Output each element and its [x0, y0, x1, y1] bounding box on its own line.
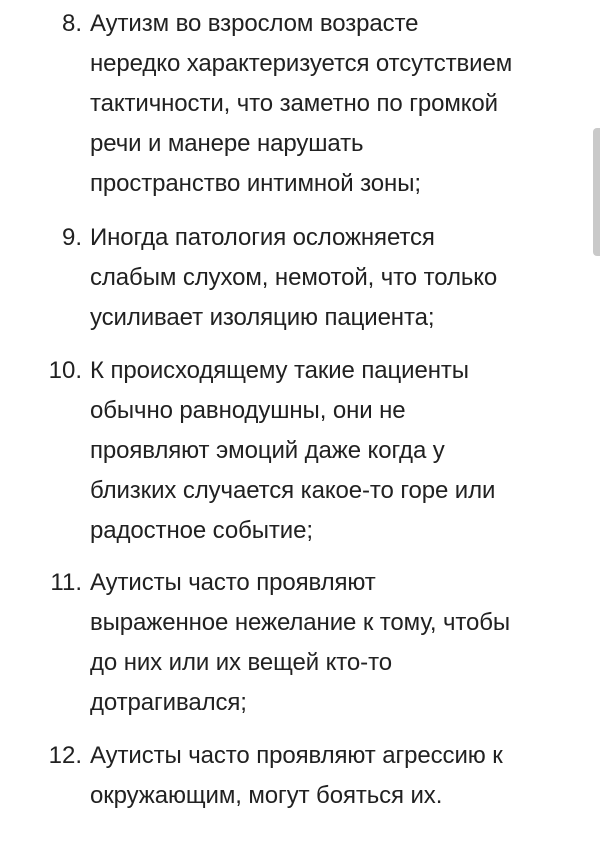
- text-line: слабым слухом, немотой, что только: [90, 264, 498, 291]
- scrollbar-thumb[interactable]: [593, 128, 600, 256]
- list-item-number: 11.: [50, 569, 82, 596]
- text-line: пространство интимной зоны;: [90, 170, 421, 197]
- list-item-text: [90, 4, 580, 204]
- list-item-text: [90, 218, 580, 338]
- text-line: К происходящему такие пациенты: [90, 357, 469, 384]
- text-line: обычно равнодушны, они не: [90, 397, 406, 424]
- list-item-number: 9.: [61, 224, 82, 251]
- text-line: выраженное нежелание к тому, чтобы: [90, 609, 511, 636]
- list-item-number: 10.: [48, 357, 82, 384]
- text-line: усиливает изоляцию пациента;: [90, 304, 435, 331]
- text-line: радостное событие;: [90, 517, 313, 544]
- list-item-number: 12.: [48, 742, 82, 769]
- list-item-text: [90, 563, 580, 723]
- text-line: речи и манере нарушать: [90, 130, 364, 157]
- text-line: проявляют эмоций даже когда у: [90, 437, 445, 464]
- text-line: нередко характеризуется отсутствием: [90, 50, 513, 77]
- text-line: Аутисты часто проявляют агрессию к: [90, 742, 503, 769]
- list-item-text: [90, 351, 580, 551]
- text-line: окружающим, могут бояться их.: [90, 782, 443, 809]
- text-line: Аутизм во взрослом возрасте: [90, 10, 419, 37]
- text-line: близких случается какое-то горе или: [90, 477, 496, 504]
- text-line: дотрагивался;: [90, 689, 247, 716]
- text-line: до них или их вещей кто-то: [90, 649, 392, 676]
- text-line: Иногда патология осложняется: [90, 224, 435, 251]
- list-item-text: [90, 736, 580, 816]
- text-line: Аутисты часто проявляют: [90, 569, 376, 596]
- list-item-number: 8.: [61, 10, 82, 37]
- text-line: тактичности, что заметно по громкой: [90, 90, 498, 117]
